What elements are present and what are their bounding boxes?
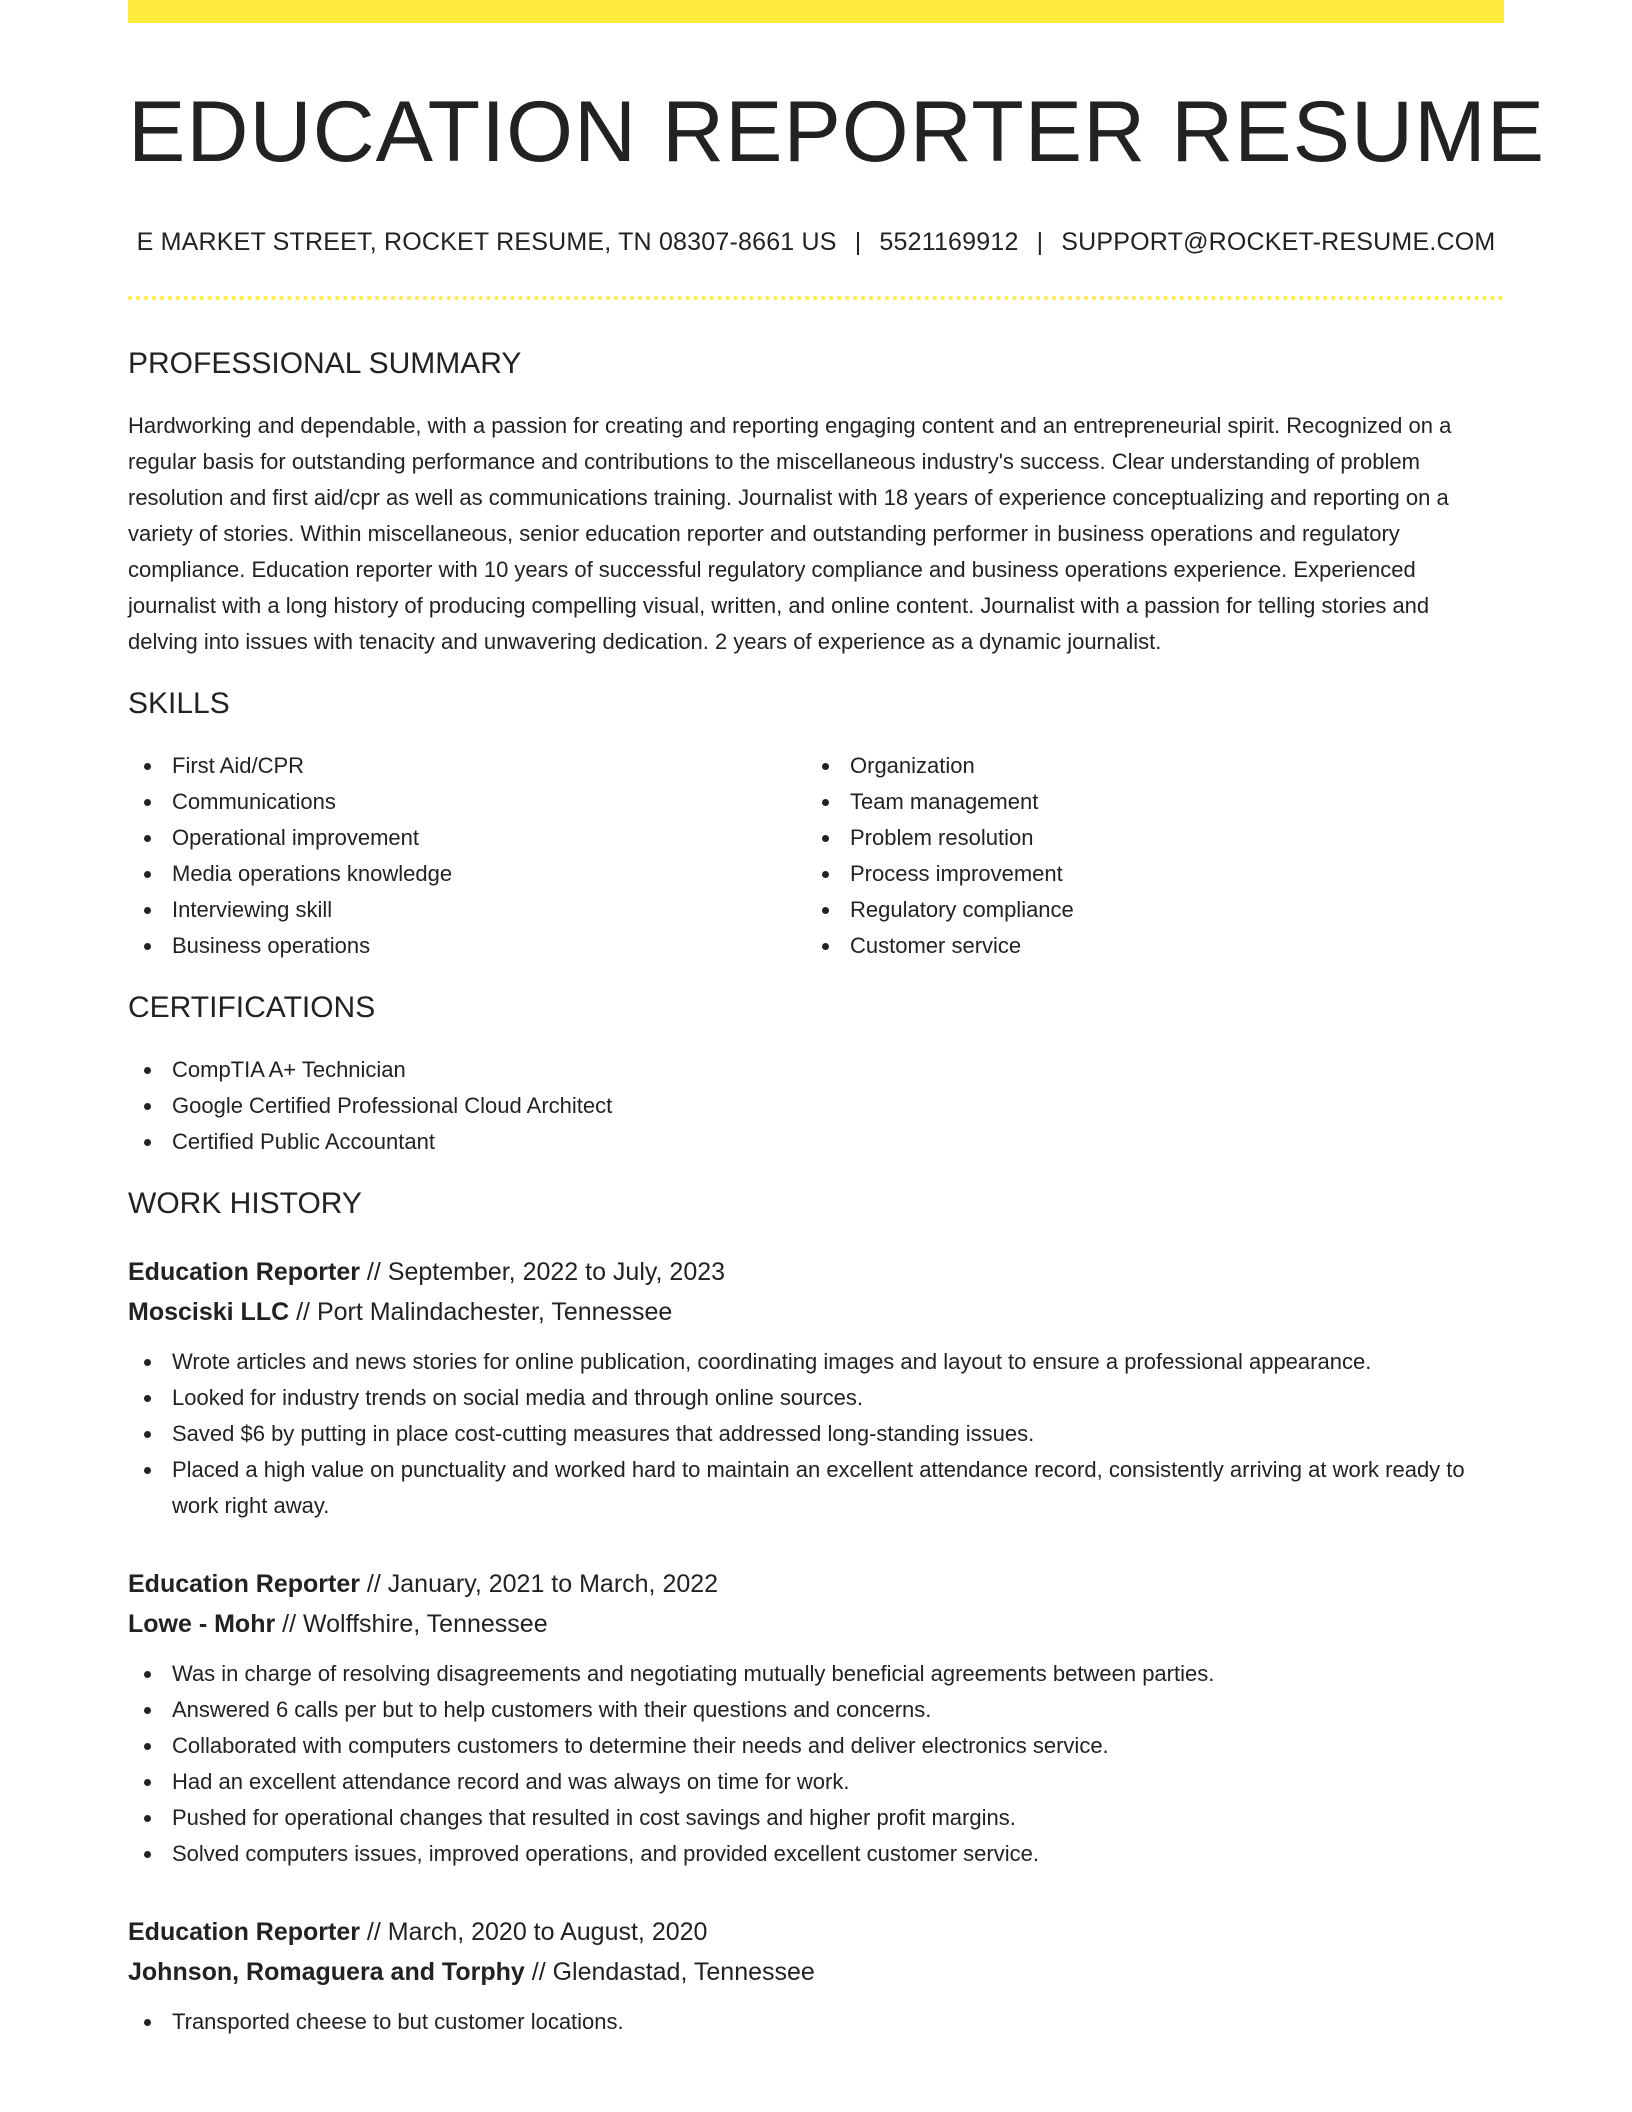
contact-separator: | — [1036, 227, 1044, 256]
certification-item: Certified Public Accountant — [128, 1124, 1504, 1160]
job-dates: // March, 2020 to August, 2020 — [359, 1917, 708, 1946]
job-bullet: Wrote articles and news stories for online publication, coordinating images and layout to ensure a professional appearance. — [128, 1344, 1504, 1380]
certification-item: CompTIA A+ Technician — [128, 1052, 1504, 1088]
skill-item: First Aid/CPR — [128, 748, 806, 784]
job-entry — [128, 1912, 1504, 2040]
skill-item: Organization — [806, 748, 1484, 784]
skill-item: Interviewing skill — [128, 892, 806, 928]
skill-item: Operational improvement — [128, 820, 806, 856]
address-text: E MARKET STREET, ROCKET RESUME, TN 08307-8661 US — [136, 227, 837, 256]
section-heading-skills: SKILLS — [128, 686, 230, 720]
skill-item: Business operations — [128, 928, 806, 964]
job-entry — [128, 1252, 1504, 1524]
phone-text: 5521169912 — [879, 227, 1019, 256]
section-heading-certifications: CERTIFICATIONS — [128, 990, 376, 1024]
job-location: // Wolffshire, Tennessee — [275, 1609, 548, 1638]
job-company: Lowe - Mohr — [128, 1609, 276, 1638]
accent-bar — [128, 0, 1504, 23]
dotted-divider — [128, 296, 1504, 300]
skills-section — [128, 686, 1504, 964]
job-bullets — [128, 1344, 1504, 1524]
job-bullet: Collaborated with computers customers to determine their needs and deliver electronics service. — [128, 1728, 1504, 1764]
job-title: Education Reporter — [128, 1917, 360, 1946]
job-company-line — [128, 1292, 1504, 1332]
certification-item: Google Certified Professional Cloud Architect — [128, 1088, 1504, 1124]
section-heading-work-history: WORK HISTORY — [128, 1186, 362, 1220]
job-company-line — [128, 1604, 1504, 1644]
job-title-line — [128, 1252, 1504, 1292]
skills-grid — [128, 748, 1504, 964]
job-bullet: Transported cheese to but customer locations. — [128, 2004, 1504, 2040]
skills-list-right — [806, 748, 1484, 964]
skill-item: Team management — [806, 784, 1484, 820]
skills-list-left — [128, 748, 806, 964]
professional-summary-section — [128, 346, 1504, 660]
job-bullet: Had an excellent attendance record and was always on time for work. — [128, 1764, 1504, 1800]
job-bullets — [128, 1656, 1504, 1872]
job-company: Johnson, Romaguera and Torphy — [128, 1957, 525, 1986]
job-bullet: Was in charge of resolving disagreements and negotiating mutually beneficial agreements between parties. — [128, 1656, 1504, 1692]
job-entry — [128, 1564, 1504, 1872]
skill-item: Customer service — [806, 928, 1484, 964]
job-company: Mosciski LLC — [128, 1297, 290, 1326]
email-text: SUPPORT@ROCKET-RESUME.COM — [1061, 227, 1496, 256]
skill-item: Communications — [128, 784, 806, 820]
skill-item: Problem resolution — [806, 820, 1484, 856]
skill-item: Media operations knowledge — [128, 856, 806, 892]
job-company-line — [128, 1952, 1504, 1992]
job-location: // Port Malindachester, Tennessee — [289, 1297, 673, 1326]
job-bullet: Placed a high value on punctuality and worked hard to maintain an excellent attendance record, consistently arriving at work ready to work right away. — [128, 1452, 1504, 1524]
job-title: Education Reporter — [128, 1569, 360, 1598]
job-bullet: Solved computers issues, improved operations, and provided excellent customer service. — [128, 1836, 1504, 1872]
skill-item: Regulatory compliance — [806, 892, 1484, 928]
certifications-list — [128, 1052, 1504, 1160]
job-dates: // January, 2021 to March, 2022 — [359, 1569, 719, 1598]
contact-line — [128, 228, 1504, 257]
resume-title: EDUCATION REPORTER RESUME — [128, 84, 1546, 180]
job-bullet: Saved $6 by putting in place cost-cutting measures that addressed long-standing issues. — [128, 1416, 1504, 1452]
skill-item: Process improvement — [806, 856, 1484, 892]
work-history-section — [128, 1186, 1504, 2040]
section-heading-summary: PROFESSIONAL SUMMARY — [128, 346, 522, 380]
job-title: Education Reporter — [128, 1257, 360, 1286]
job-bullet: Pushed for operational changes that resulted in cost savings and higher profit margins. — [128, 1800, 1504, 1836]
contact-separator: | — [854, 227, 862, 256]
job-location: // Glendastad, Tennessee — [524, 1957, 815, 1986]
certifications-section — [128, 990, 1504, 1160]
job-bullet: Looked for industry trends on social media and through online sources. — [128, 1380, 1504, 1416]
resume-page — [128, 0, 1546, 2040]
job-bullets — [128, 2004, 1504, 2040]
job-title-line — [128, 1912, 1504, 1952]
job-bullet: Answered 6 calls per but to help customers with their questions and concerns. — [128, 1692, 1504, 1728]
job-dates: // September, 2022 to July, 2023 — [359, 1257, 726, 1286]
summary-paragraph: Hardworking and dependable, with a passion for creating and reporting engaging content and an entrepreneurial spirit. Recognized on a regular basis for outstanding performance and contributions to the miscellaneous industry's success. Clear understanding of problem resolution and first aid/cpr as well as communications training. Journalist with 18 years of experience conceptualizing and reporting on a variety of stories. Within miscellaneous, senior education reporter and outstanding performer in business operations and regulatory compliance. Education reporter with 10 years of successful regulatory compliance and business operations experience. Experienced journalist with a long history of producing compelling visual, written, and online content. Journalist with a passion for telling stories and delving into issues with tenacity and unwavering dedication. 2 years of experience as a dynamic journalist. — [128, 412, 1452, 654]
job-title-line — [128, 1564, 1504, 1604]
